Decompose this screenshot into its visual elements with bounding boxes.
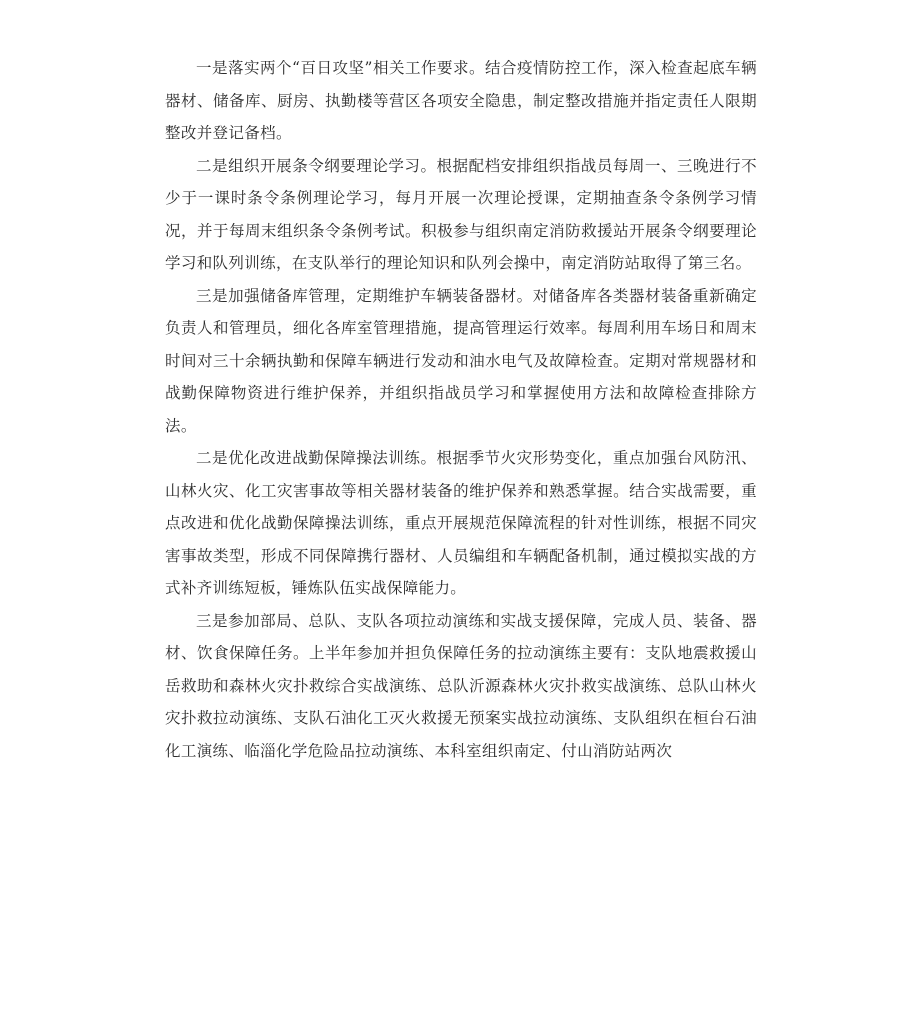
paragraph-3: 三是加强储备库管理，定期维护车辆装备器材。对储备库各类器材装备重新确定负责人和管理员，细化各库室管理措施，提高管理运行效率。每周利用车场日和周末时间对三十余辆执勤和保障车辆进行发动和油水电气及故障检查。定期对常规器材和战勤保障物资进行维护保养，并组织指战员学习和掌握使用方法和故障检查排除方法。 (165, 286, 757, 435)
paragraph-2: 二是组织开展条令纲要理论学习。根据配档安排组织指战员每周一、三晚进行不少于一课时条令条例理论学习，每月开展一次理论授课，定期抽查条令条例学习情况，并于每周末组织条令条例考试。积极参与组织南定消防救援站开展条令纲要理论学习和队列训练，在支队举行的理论知识和队列会操中，南定消防站取得了第三名。 (165, 156, 757, 272)
paragraph-1: 一是落实两个“百日攻坚”相关工作要求。结合疫情防控工作，深入检查起底车辆器材、储备库、厨房、执勤楼等营区各项安全隐患，制定整改措施并指定责任人限期整改并登记备档。 (165, 59, 757, 142)
paragraph-5: 三是参加部局、总队、支队各项拉动演练和实战支援保障，完成人员、装备、器材、饮食保障任务。上半年参加并担负保障任务的拉动演练主要有：支队地震救援山岳救助和森林火灾扑救综合实战演练、总队沂源森林火灾扑救实战演练、总队山林火灾扑救拉动演练、支队石油化工灭火救援无预案实战拉动演练、支队组织在桓台石油化工演练、临淄化学危险品拉动演练、本科室组织南定、付山消防站两次 (165, 611, 757, 760)
paragraph-4: 二是优化改进战勤保障操法训练。根据季节火灾形势变化，重点加强台风防汛、山林火灾、化工灾害事故等相关器材装备的维护保养和熟悉掌握。结合实战需要，重点改进和优化战勤保障操法训练，重点开展规范保障流程的针对性训练，根据不同灾害事故类型，形成不同保障携行器材、人员编组和车辆配备机制，通过模拟实战的方式补齐训练短板，锤炼队伍实战保障能力。 (165, 449, 757, 597)
document-body (165, 52, 757, 767)
